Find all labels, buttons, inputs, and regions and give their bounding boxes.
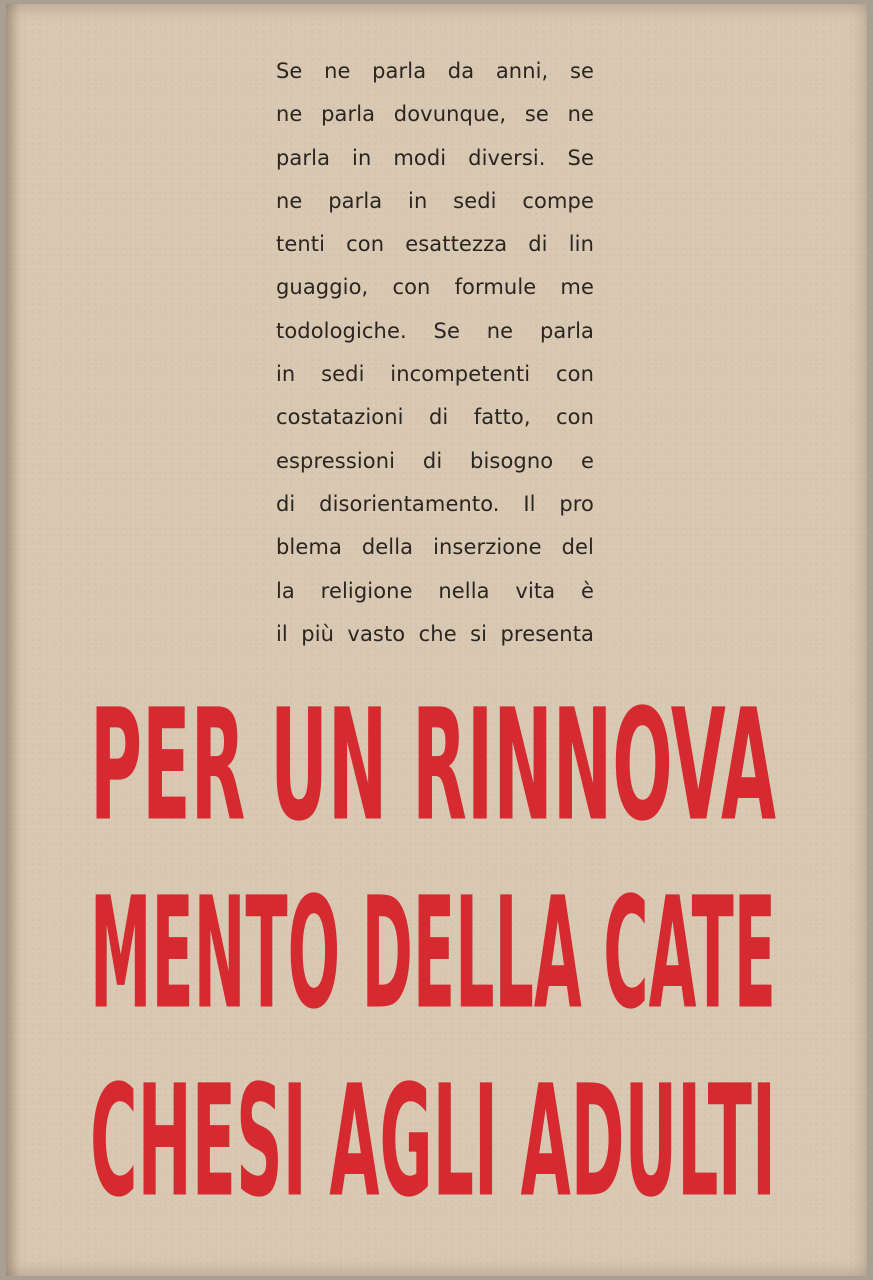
blurb-line: in sedi incompetenti con bbox=[276, 362, 594, 387]
blurb-line: Se ne parla da anni, se bbox=[276, 59, 594, 83]
blurb-line: di disorientamento. Il pro bbox=[276, 491, 594, 516]
blurb-line: il più vasto che si presenta bbox=[276, 621, 594, 646]
blurb-line: ne parla dovunque, se ne bbox=[276, 102, 594, 127]
title-line-text: PER UN RINNOVA bbox=[90, 675, 776, 856]
blurb-line: la religione nella vita è bbox=[276, 578, 594, 603]
blurb-line: parla in modi diversi. Se bbox=[276, 145, 594, 170]
blurb-line: blema della inserzione del bbox=[276, 535, 594, 560]
title-line bbox=[90, 860, 776, 1048]
blurb-line: guaggio, con formule me bbox=[276, 275, 594, 300]
blurb-line: tenti con esattezza di lin bbox=[276, 232, 594, 257]
blurb-line: espressioni di bisogno e bbox=[276, 448, 594, 473]
book-title bbox=[90, 672, 776, 1236]
blurb-line: todologiche. Se ne parla bbox=[276, 318, 594, 343]
title-line bbox=[90, 672, 776, 860]
title-line-text: CHESI AGLI ADULTI bbox=[90, 1051, 776, 1232]
blurb-line: costatazioni di fatto, con bbox=[276, 405, 594, 430]
title-line-text: MENTO DELLA CATE bbox=[90, 863, 776, 1044]
cover-spine-edge bbox=[6, 4, 20, 1276]
blurb-line: ne parla in sedi compe bbox=[276, 188, 594, 213]
title-line bbox=[90, 1048, 776, 1236]
cover-blurb bbox=[276, 50, 594, 656]
